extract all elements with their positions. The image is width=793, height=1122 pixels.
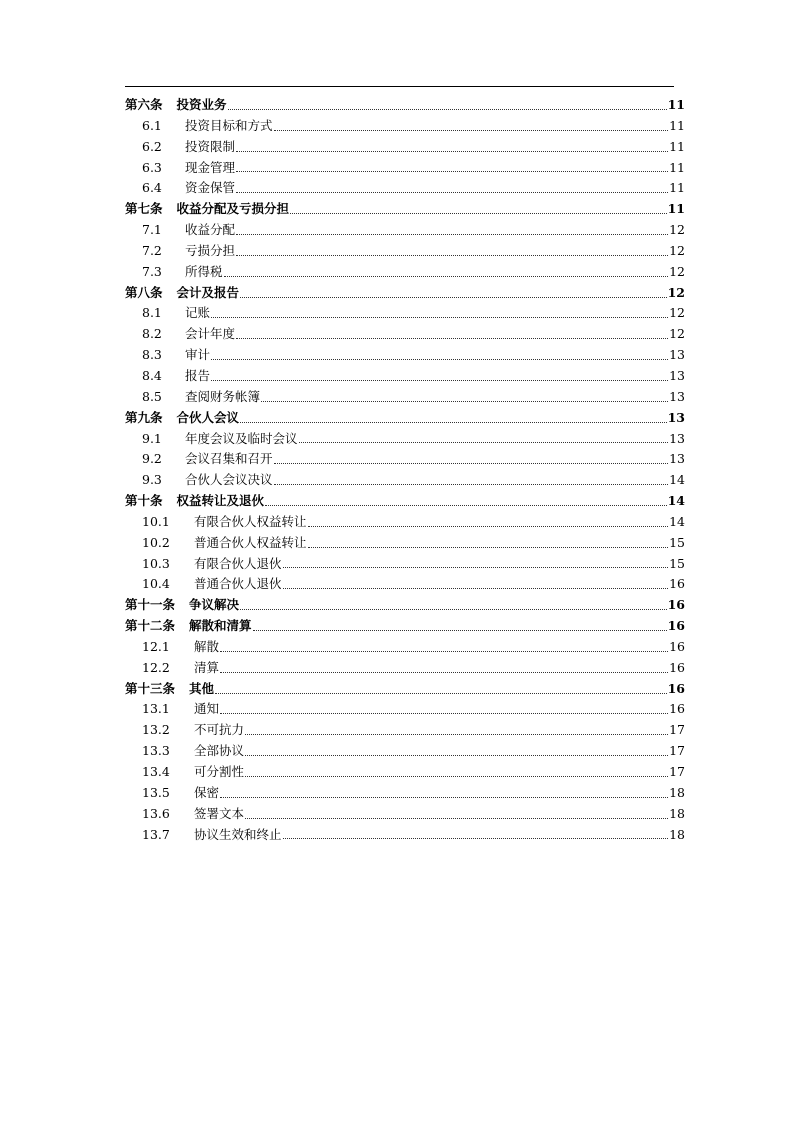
toc-dot-leader [261, 401, 668, 402]
toc-entry-number: 第十二条 [125, 618, 176, 634]
toc-section-entry[interactable] [125, 825, 685, 846]
toc-entry-title: 报告 [185, 367, 211, 383]
toc-dot-leader [220, 651, 668, 652]
toc-chapter-entry[interactable] [125, 616, 685, 637]
toc-entry-title: 审计 [185, 347, 211, 363]
toc-dot-leader [240, 609, 667, 610]
toc-dot-leader [274, 130, 669, 131]
toc-entry-page-number: 11 [667, 97, 685, 112]
toc-entry-page-number: 11 [669, 180, 685, 196]
toc-dot-leader [253, 630, 667, 631]
toc-section-entry[interactable] [125, 741, 685, 762]
toc-dot-leader [308, 547, 669, 548]
toc-dot-leader [236, 255, 668, 256]
toc-entry-page-number: 17 [669, 764, 685, 779]
toc-dot-leader [211, 317, 668, 318]
toc-entry-title: 记账 [185, 305, 211, 321]
toc-entry-page-number: 16 [669, 701, 685, 717]
toc-entry-title: 通知 [194, 701, 220, 717]
toc-entry-number: 6.2 [142, 138, 162, 154]
toc-section-entry[interactable] [125, 554, 685, 575]
toc-section-entry[interactable] [125, 574, 685, 595]
toc-chapter-entry[interactable] [125, 283, 685, 304]
toc-section-entry[interactable] [125, 804, 685, 825]
toc-entry-number: 13.4 [142, 764, 170, 779]
toc-entry-title: 投资业务 [176, 97, 227, 112]
toc-entry-number: 9.2 [142, 451, 162, 467]
toc-entry-number: 第六条 [125, 97, 163, 112]
toc-dot-leader [236, 234, 668, 235]
toc-section-entry[interactable] [125, 345, 685, 366]
toc-dot-leader [236, 171, 668, 172]
toc-dot-leader [265, 505, 667, 506]
toc-entry-number: 第八条 [125, 284, 163, 300]
toc-entry-title: 普通合伙人退伙 [194, 576, 282, 592]
toc-entry-title: 会议召集和召开 [185, 451, 273, 467]
toc-chapter-entry[interactable] [125, 491, 685, 512]
toc-entry-title: 收益分配及亏损分担 [176, 201, 290, 217]
toc-entry-title: 合伙人会议 [176, 409, 240, 425]
toc-entry-page-number: 12 [667, 284, 685, 300]
toc-dot-leader [245, 734, 668, 735]
toc-entry-page-number: 17 [669, 722, 685, 738]
toc-entry-number: 6.4 [142, 180, 162, 196]
toc-entry-title: 签署文本 [194, 805, 245, 821]
toc-dot-leader [245, 818, 668, 819]
toc-entry-number: 13.7 [142, 826, 170, 842]
toc-section-entry[interactable] [125, 699, 685, 720]
toc-entry-number: 7.3 [142, 263, 162, 279]
toc-entry-title: 年度会议及临时会议 [185, 430, 298, 446]
toc-chapter-entry[interactable] [125, 679, 685, 700]
toc-entry-page-number: 13 [667, 409, 685, 425]
toc-chapter-entry[interactable] [125, 199, 685, 220]
toc-section-entry[interactable] [125, 137, 685, 158]
toc-entry-number: 12.1 [142, 638, 170, 654]
toc-entry-page-number: 12 [669, 222, 685, 238]
toc-entry-title: 有限合伙人退伙 [194, 555, 282, 571]
toc-entry-page-number: 16 [669, 659, 685, 675]
toc-entry-title: 不可抗力 [194, 722, 245, 738]
toc-dot-leader [224, 276, 669, 277]
toc-section-entry[interactable] [125, 637, 685, 658]
toc-entry-number: 13.5 [142, 784, 170, 800]
toc-entry-page-number: 11 [667, 201, 685, 217]
toc-dot-leader [211, 359, 668, 360]
toc-section-entry[interactable] [125, 429, 685, 450]
toc-dot-leader [220, 672, 668, 673]
toc-entry-title: 所得税 [185, 263, 223, 279]
toc-section-entry[interactable] [125, 303, 685, 324]
table-of-contents [125, 95, 685, 845]
toc-dot-leader [308, 526, 669, 527]
toc-entry-title: 查阅财务帐簿 [185, 388, 261, 404]
toc-section-entry[interactable] [125, 720, 685, 741]
toc-entry-page-number: 15 [669, 555, 685, 571]
toc-entry-page-number: 16 [669, 576, 685, 592]
toc-section-entry[interactable] [125, 658, 685, 679]
toc-dot-leader [228, 109, 667, 110]
toc-entry-number: 13.6 [142, 805, 170, 821]
toc-entry-number: 13.1 [142, 701, 170, 717]
toc-entry-number: 10.1 [142, 513, 170, 529]
toc-entry-number: 9.3 [142, 472, 162, 488]
toc-dot-leader [236, 338, 668, 339]
toc-section-entry[interactable] [125, 387, 685, 408]
toc-entry-page-number: 13 [669, 430, 685, 446]
toc-section-entry[interactable] [125, 324, 685, 345]
toc-entry-title: 其他 [189, 680, 215, 696]
toc-entry-title: 解散和清算 [189, 618, 252, 634]
toc-entry-page-number: 11 [669, 117, 685, 133]
toc-dot-leader [245, 776, 668, 777]
toc-entry-page-number: 16 [667, 680, 685, 696]
toc-entry-page-number: 14 [669, 513, 685, 529]
toc-dot-leader [290, 213, 667, 214]
toc-section-entry[interactable] [125, 158, 685, 179]
toc-entry-number: 13.3 [142, 743, 170, 759]
toc-dot-leader [220, 797, 668, 798]
toc-dot-leader [274, 463, 669, 464]
toc-entry-title: 保密 [194, 784, 220, 800]
toc-entry-title: 投资目标和方式 [185, 117, 273, 133]
toc-entry-title: 争议解决 [189, 597, 240, 613]
toc-entry-page-number: 16 [667, 618, 685, 634]
toc-entry-title: 亏损分担 [185, 242, 236, 258]
toc-dot-leader [240, 422, 667, 423]
toc-entry-number: 10.3 [142, 555, 170, 571]
toc-chapter-entry[interactable] [125, 95, 685, 116]
toc-entry-title: 协议生效和终止 [194, 826, 282, 842]
toc-entry-number: 第十三条 [125, 680, 176, 696]
toc-entry-page-number: 13 [669, 367, 685, 383]
toc-dot-leader [211, 380, 668, 381]
toc-entry-number: 10.2 [142, 534, 170, 550]
toc-entry-title: 清算 [194, 659, 220, 675]
toc-entry-number: 6.3 [142, 159, 162, 175]
toc-entry-page-number: 17 [669, 743, 685, 759]
toc-dot-leader [283, 567, 669, 568]
toc-entry-number: 9.1 [142, 430, 162, 446]
header-rule [125, 86, 674, 87]
toc-entry-page-number: 16 [669, 638, 685, 654]
toc-dot-leader [245, 755, 668, 756]
toc-entry-page-number: 14 [669, 472, 685, 488]
toc-entry-page-number: 11 [669, 138, 685, 154]
toc-section-entry[interactable] [125, 241, 685, 262]
toc-dot-leader [220, 713, 668, 714]
toc-section-entry[interactable] [125, 366, 685, 387]
toc-entry-page-number: 13 [669, 388, 685, 404]
toc-entry-page-number: 12 [669, 326, 685, 342]
toc-entry-page-number: 13 [669, 451, 685, 467]
toc-entry-page-number: 18 [669, 784, 685, 800]
toc-entry-title: 有限合伙人权益转让 [194, 513, 307, 529]
toc-entry-number: 8.4 [142, 367, 162, 383]
toc-entry-page-number: 18 [669, 805, 685, 821]
toc-section-entry[interactable] [125, 262, 685, 283]
toc-entry-title: 投资限制 [185, 138, 236, 154]
toc-chapter-entry[interactable] [125, 408, 685, 429]
toc-entry-title: 权益转让及退伙 [176, 493, 265, 509]
toc-entry-number: 第七条 [125, 201, 163, 217]
toc-section-entry[interactable] [125, 533, 685, 554]
toc-entry-page-number: 12 [669, 263, 685, 279]
toc-section-entry[interactable] [125, 512, 685, 533]
toc-entry-title: 资金保管 [185, 180, 236, 196]
toc-entry-number: 13.2 [142, 722, 170, 738]
toc-entry-number: 10.4 [142, 576, 170, 592]
toc-dot-leader [283, 588, 669, 589]
toc-entry-number: 8.1 [142, 305, 162, 321]
toc-entry-page-number: 11 [669, 159, 685, 175]
toc-section-entry[interactable] [125, 178, 685, 199]
toc-dot-leader [274, 484, 669, 485]
toc-section-entry[interactable] [125, 116, 685, 137]
toc-entry-number: 6.1 [142, 117, 162, 133]
toc-entry-page-number: 13 [669, 347, 685, 363]
toc-entry-number: 8.5 [142, 388, 162, 404]
toc-section-entry[interactable] [125, 220, 685, 241]
toc-entry-page-number: 16 [667, 597, 685, 613]
toc-entry-title: 现金管理 [185, 159, 236, 175]
toc-entry-number: 7.1 [142, 222, 162, 238]
toc-entry-page-number: 12 [669, 305, 685, 321]
toc-entry-title: 普通合伙人权益转让 [194, 534, 307, 550]
toc-entry-title: 全部协议 [194, 743, 245, 759]
toc-entry-title: 可分割性 [194, 764, 245, 779]
toc-entry-page-number: 12 [669, 242, 685, 258]
toc-dot-leader [299, 442, 669, 443]
toc-dot-leader [283, 838, 669, 839]
toc-entry-title: 合伙人会议决议 [185, 472, 273, 488]
toc-entry-title: 收益分配 [185, 222, 236, 238]
toc-section-entry[interactable] [125, 449, 685, 470]
toc-dot-leader [236, 151, 668, 152]
toc-entry-number: 第十一条 [125, 597, 176, 613]
toc-entry-title: 解散 [194, 638, 220, 654]
toc-chapter-entry[interactable] [125, 595, 685, 616]
toc-entry-number: 第十条 [125, 493, 163, 509]
toc-entry-number: 第九条 [125, 409, 163, 425]
toc-entry-page-number: 15 [669, 534, 685, 550]
toc-entry-number: 7.2 [142, 242, 162, 258]
toc-entry-number: 8.2 [142, 326, 162, 342]
toc-entry-page-number: 18 [669, 826, 685, 842]
toc-dot-leader [240, 297, 667, 298]
toc-entry-page-number: 14 [667, 493, 685, 509]
toc-dot-leader [215, 693, 667, 694]
toc-entry-title: 会计年度 [185, 326, 236, 342]
toc-section-entry[interactable] [125, 470, 685, 491]
toc-dot-leader [236, 192, 668, 193]
toc-section-entry[interactable] [125, 762, 685, 783]
toc-entry-number: 8.3 [142, 347, 162, 363]
toc-entry-number: 12.2 [142, 659, 170, 675]
toc-section-entry[interactable] [125, 783, 685, 804]
toc-entry-title: 会计及报告 [176, 284, 240, 300]
